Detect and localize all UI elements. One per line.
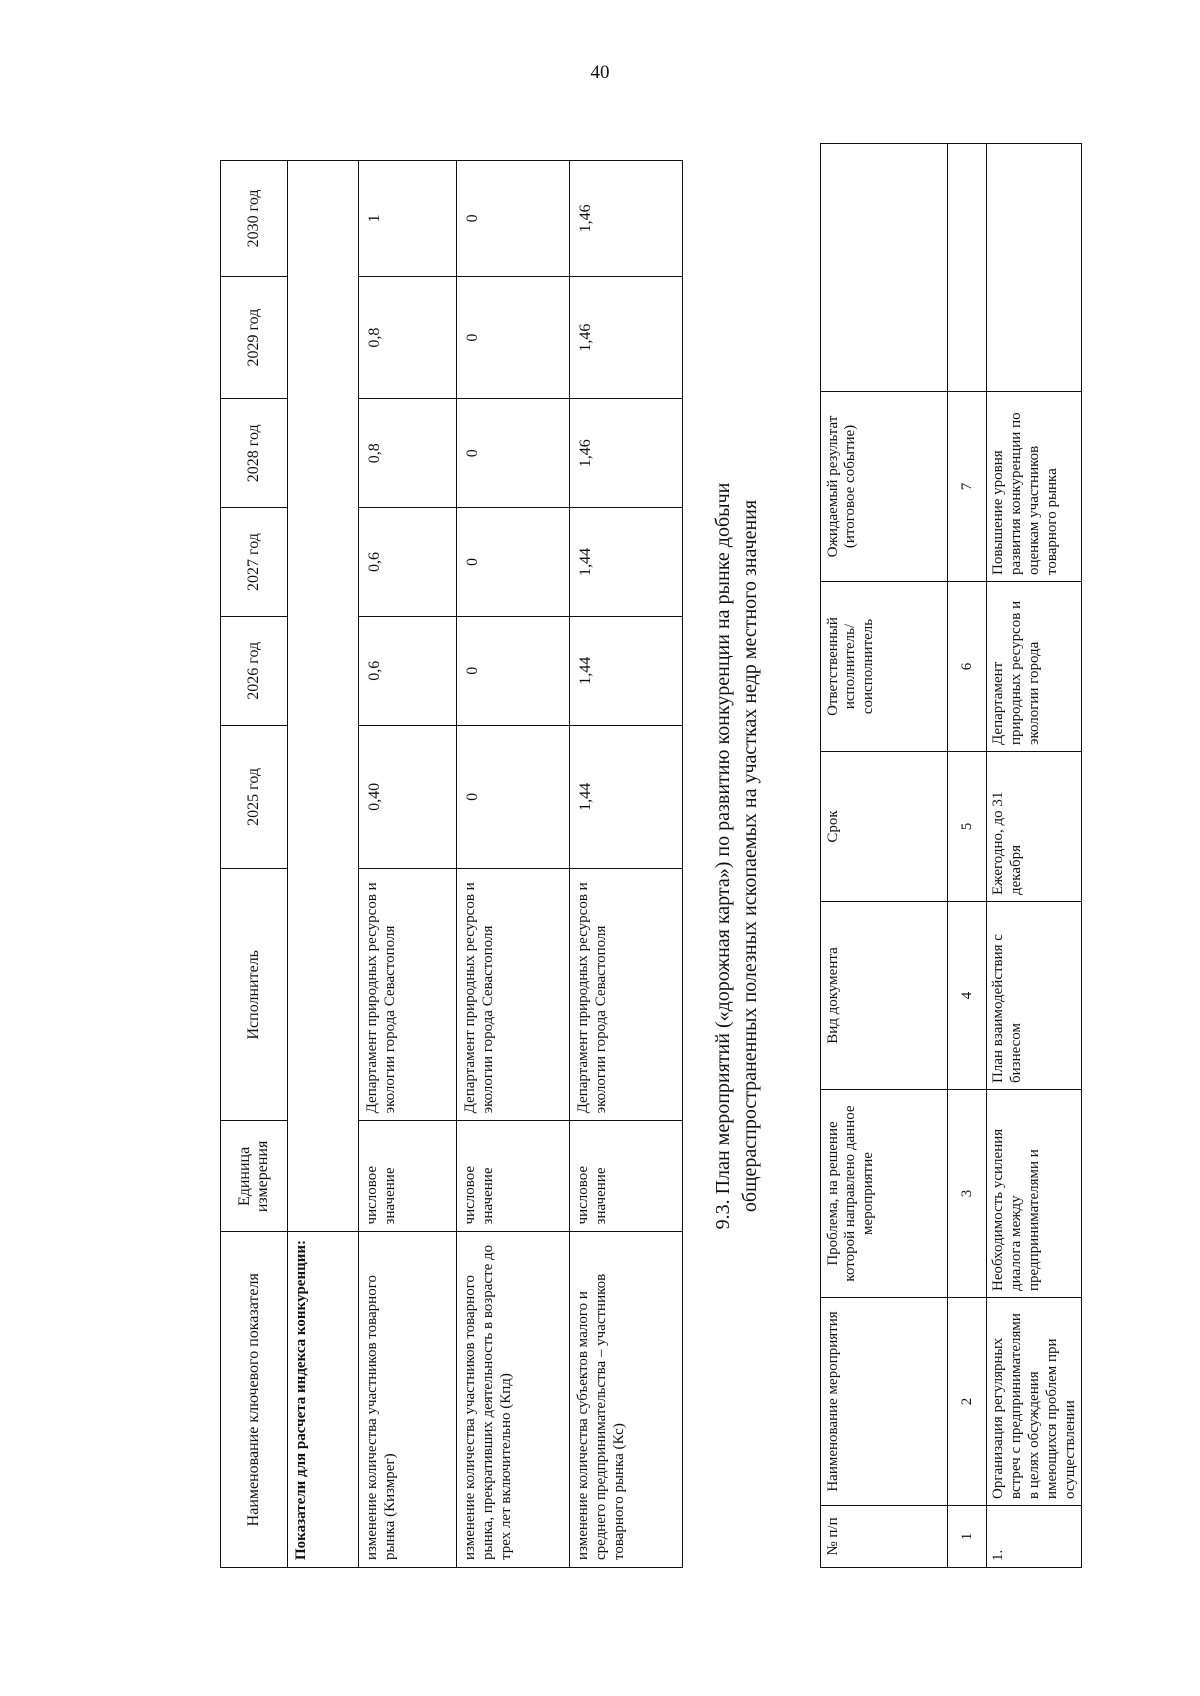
indicator-name: изменение количества участников товарного рынка, прекративших деятельность в возрасте до трех лет включительно (Кпд): [457, 1232, 570, 1568]
value-2028: 1,46: [570, 399, 683, 508]
header-year-2030: 2030 год: [221, 161, 288, 277]
term: Ежегодно, до 31 декабря: [987, 752, 1082, 902]
value-2027: 1,44: [570, 508, 683, 617]
header-responsible: Ответственный исполнитель/ соисполнитель: [821, 582, 948, 752]
value-2026: 0: [457, 616, 570, 725]
empty-cell: [987, 144, 1082, 392]
indicator-row: [570, 161, 683, 1568]
indicator-executor: Департамент природных ресурсов и экологии города Севастополя: [570, 869, 683, 1121]
indicator-name: изменение количества субъектов малого и среднего предпринимательства – участников товарного рынка (Кс): [570, 1232, 683, 1568]
value-2029: 1,46: [570, 276, 683, 399]
section-heading: [710, 144, 764, 1568]
header-unit: Единица измерения: [221, 1121, 288, 1232]
activity-name: Организация регулярных встреч с предпринимателями в целях обсуждения имеющихся проблем при осуществлении: [987, 1298, 1082, 1506]
value-2025: 0: [457, 725, 570, 868]
header-year-2026: 2026 год: [221, 616, 288, 725]
indicator-unit: числовое значение: [359, 1121, 457, 1232]
document-type: План взаимодействия с бизнесом: [987, 902, 1082, 1090]
indicator-row: [359, 161, 457, 1568]
empty-cell: [948, 144, 987, 392]
indicator-name: изменение количества участников товарного рынка (Кизмрег): [359, 1232, 457, 1568]
row-number: 1.: [987, 1506, 1082, 1568]
header-year-2027: 2027 год: [221, 508, 288, 617]
landscape-content: [220, 144, 1200, 1568]
section-heading-line-1: 9.3. План мероприятий («дорожная карта») по развитию конкуренции на рынке добычи: [712, 482, 734, 1230]
column-number: 6: [948, 582, 987, 752]
value-2028: 0,8: [359, 399, 457, 508]
header-document-type: Вид документа: [821, 902, 948, 1090]
value-2029: 0,8: [359, 276, 457, 399]
value-2025: 0,40: [359, 725, 457, 868]
value-2026: 0,6: [359, 616, 457, 725]
column-number: 7: [948, 392, 987, 582]
value-2027: 0: [457, 508, 570, 617]
header-executor: Исполнитель: [221, 869, 288, 1121]
column-number: 3: [948, 1090, 987, 1298]
indicators-table: [220, 160, 683, 1568]
section-heading-line-2: общераспространенных полезных ископаемых на участках недр местного значения: [739, 499, 761, 1213]
indicators-header-row: [221, 161, 288, 1568]
indicator-executor: Департамент природных ресурсов и экологии города Севастополя: [457, 869, 570, 1121]
header-empty-column: [821, 144, 948, 392]
section-row: [288, 161, 359, 1568]
value-2029: 0: [457, 276, 570, 399]
column-number: 1: [948, 1506, 987, 1568]
indicator-unit: числовое значение: [570, 1121, 683, 1232]
indicator-row: [457, 161, 570, 1568]
header-year-2025: 2025 год: [221, 725, 288, 868]
section-title: Показатели для расчета индекса конкуренции:: [288, 1232, 359, 1568]
value-2028: 0: [457, 399, 570, 508]
indicator-unit: числовое значение: [457, 1121, 570, 1232]
page-number: 40: [590, 62, 610, 83]
roadmap-table: [820, 143, 1082, 1568]
roadmap-row: [987, 144, 1082, 1568]
header-expected-result: Ожидаемый результат (итоговое событие): [821, 392, 948, 582]
expected-result: Повышение уровня развития конкуренции по оценкам участников товарного рынка: [987, 392, 1082, 582]
value-2030: 1: [359, 161, 457, 277]
column-number: 5: [948, 752, 987, 902]
value-2030: 0: [457, 161, 570, 277]
section-empty-cell: [288, 161, 359, 1232]
value-2030: 1,46: [570, 161, 683, 277]
header-problem: Проблема, на решение которой направлено данное мероприятие: [821, 1090, 948, 1298]
header-activity-name: Наименование мероприятия: [821, 1298, 948, 1506]
column-number: 2: [948, 1298, 987, 1506]
value-2025: 1,44: [570, 725, 683, 868]
header-indicator-name: Наименование ключевого показателя: [221, 1232, 288, 1568]
header-year-2028: 2028 год: [221, 399, 288, 508]
column-number: 4: [948, 902, 987, 1090]
indicator-executor: Департамент природных ресурсов и экологии города Севастополя: [359, 869, 457, 1121]
header-term: Срок: [821, 752, 948, 902]
responsible: Департамент природных ресурсов и экологии города: [987, 582, 1082, 752]
header-number: № п/п: [821, 1506, 948, 1568]
value-2026: 1,44: [570, 616, 683, 725]
problem: Необходимость усиления диалога между предпринимателями и: [987, 1090, 1082, 1298]
header-year-2029: 2029 год: [221, 276, 288, 399]
value-2027: 0,6: [359, 508, 457, 617]
column-number-row: [948, 144, 987, 1568]
roadmap-header-row: [821, 144, 948, 1568]
